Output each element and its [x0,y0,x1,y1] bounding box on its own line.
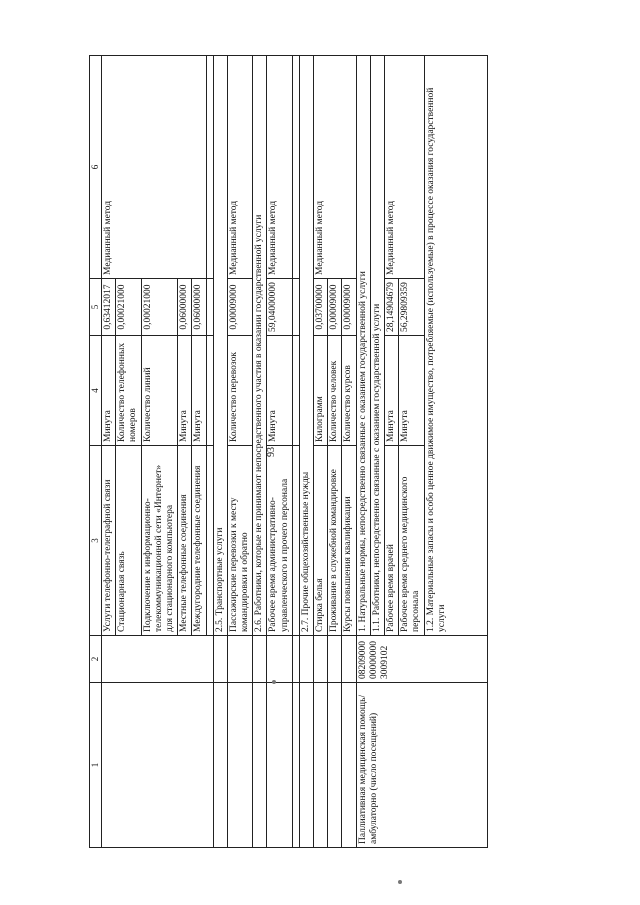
resource-name: Проживание в служебной командировке [328,446,342,636]
empty-cell [328,683,342,848]
section-row [253,56,267,848]
column-number: 6 [90,56,102,279]
resource-name: Пассажирские перевозки к месту командировки и обратно [227,446,252,636]
section-heading: 2.6. Работники, которые не принимают непосредственного участия в оказании государственной услуги [253,56,267,636]
resource-name: Курсы повышения квалификации [342,446,356,636]
column-number: 1 [90,683,102,848]
value-cell: 0,06000000 [192,279,206,336]
table-row [314,56,328,848]
value-cell: 0,03700000 [314,279,328,336]
unit-cell: Количество телефонных номеров [116,336,141,446]
table-row [227,56,252,848]
empty-cell [292,56,299,279]
resource-name: Стирка белья [314,446,328,636]
unit-cell: Количество перевозок [227,336,252,446]
resource-name: Подключение к информационно-телекоммуникационной сети «Интернет» для стационарного компьютера [141,446,178,636]
unit-cell: Количество линий [141,336,178,446]
section-heading: 2.5. Транспортные услуги [213,56,227,636]
empty-cell [328,636,342,683]
unit-cell: Минута [385,336,399,446]
value-cell: 0,00009000 [227,279,252,336]
norms-table [89,55,488,848]
section-heading: 2.7. Прочие общехозяйственные нужды [299,56,313,636]
unit-cell: Количество курсов [342,336,356,446]
unit-cell: Минута [267,336,292,446]
value-cell: 0,00021000 [116,279,141,336]
unit-cell: Количество человек [328,336,342,446]
unit-cell: Минута [178,336,192,446]
empty-cell [314,683,328,848]
section-heading: 1. Натуральные нормы, непосредственно связанные с оказанием государственной услуги [356,56,370,636]
service-name: Паллиативная медицинская помощь/амбулаторно (число посещений) [356,683,487,848]
unit-cell: Килограмм [314,336,328,446]
empty-cell [253,636,267,683]
unit-cell: Минута [399,336,424,446]
table-row [292,56,299,848]
value-cell: 0,06000000 [178,279,192,336]
value-cell: 0,00009000 [328,279,342,336]
empty-cell [206,279,213,336]
value-cell: 0,63412017 [102,279,116,336]
section-heading: 1.2. Материальные запасы и особо ценное движимое имущество, потребляемые (используемые) в процессе оказания государственной услуги [424,56,487,636]
method-cell: Медианный метод [267,56,292,279]
scan-dot-mark [272,680,276,684]
service-code: 08209000000000003009102 [356,636,487,683]
empty-cell [267,636,292,683]
empty-cell [342,683,356,848]
unit-cell: Минута [102,336,116,446]
empty-cell [213,636,227,683]
table-row [102,56,116,848]
method-cell: Медианный метод [385,56,425,279]
value-cell: 56,29809359 [399,279,424,336]
empty-cell [292,446,299,636]
empty-cell [206,56,213,279]
resource-name: Рабочее время среднего медицинского персонала [399,446,424,636]
column-number: 3 [90,446,102,636]
resource-name: Местные телефонные соединения [178,446,192,636]
rotated-document-table [89,56,566,848]
scan-dot-mark [398,880,402,884]
empty-cell [253,683,267,848]
value-cell: 28,14904679 [385,279,399,336]
resource-name: Услуги телефонно-телеграфной связи [102,446,116,636]
empty-cell [342,636,356,683]
column-number: 2 [90,636,102,683]
method-cell: Медианный метод [314,56,357,279]
resource-name: Рабочее время врачей [385,446,399,636]
resource-name: Междугородние телефонные соединения [192,446,206,636]
empty-cell [206,336,213,446]
table-row [356,56,370,848]
empty-cell [299,683,313,848]
empty-cell [227,636,252,683]
section-row [299,56,313,848]
empty-cell [102,683,214,848]
empty-cell [213,683,227,848]
empty-cell [227,683,252,848]
value-cell: 59,04000000 [267,279,292,336]
empty-cell [292,636,299,683]
resource-name: Стационарная связь [116,446,141,636]
method-cell: Медианный метод [102,56,207,279]
empty-cell [267,683,292,848]
section-row [213,56,227,848]
column-number: 4 [90,336,102,446]
empty-cell [206,446,213,636]
unit-cell: Минута [192,336,206,446]
empty-cell [314,636,328,683]
empty-cell [292,279,299,336]
section-heading: 1.1. Работники, непосредственно связанные с оказанием государственной услуги [370,56,384,636]
empty-cell [292,683,299,848]
empty-cell [292,336,299,446]
method-cell: Медианный метод [227,56,252,279]
column-number: 5 [90,279,102,336]
value-cell: 0,00009000 [342,279,356,336]
empty-cell [102,636,214,683]
value-cell: 0,00021000 [141,279,178,336]
column-number-row [90,56,102,848]
empty-cell [299,636,313,683]
page-number: 93 [266,447,277,457]
table-row [267,56,292,848]
resource-name: Рабочее время административно-управленческого и прочего персонала [267,446,292,636]
